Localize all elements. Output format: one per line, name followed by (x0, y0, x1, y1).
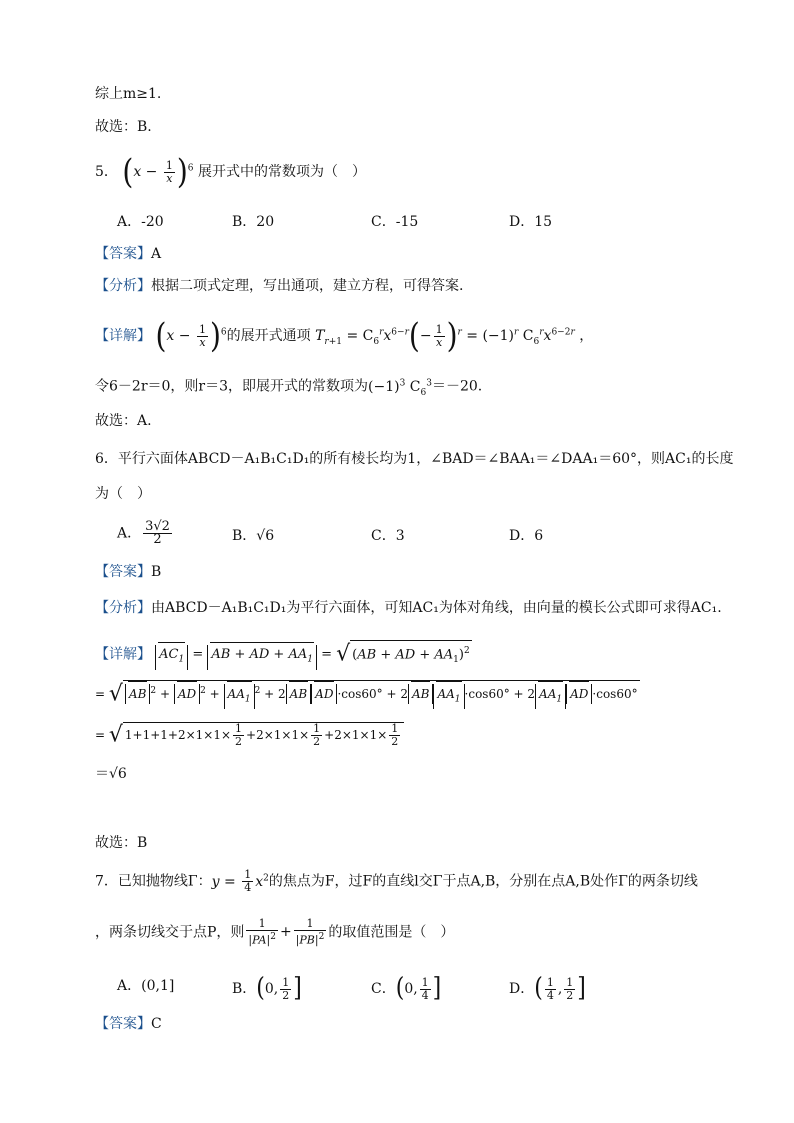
question-number: 7． (95, 873, 118, 890)
general-term-formula: $T_{r+1} = C_6^rx^{6-r}(-$ $\frac{1}{x}$ )$^r = (-1)^r$ $C_6^rx^{6-2r}$ ， (315, 315, 594, 356)
question-number: 5． (95, 164, 118, 180)
answer-tag: 【答案】 (95, 1016, 151, 1032)
question-text: 展开式中的常数项为（ ） (197, 164, 366, 180)
q5-answer (95, 244, 161, 264)
binomial-expression: (x − $\frac{1}{x}$ )$^6$ (155, 315, 227, 356)
option-d: D．( $\frac{1}{4}$ , $\frac{1}{2}$ ] (509, 973, 586, 1004)
analysis-text: 由ABCD－A₁B₁C₁D₁为平行六面体，可知AC₁为体对角线，由向量的模长公式即可求得AC₁. (151, 600, 722, 616)
reciprocal-sum-expression: $\frac{1}{|PA|^2}$ + $\frac{1}{|PB|^2}$ (248, 917, 325, 947)
q7-answer (95, 1014, 162, 1034)
vector-expansion: = √ AB $^2$ + AD $^2 + AA_1^2 + 2$ AB AD ·cos60° + 2 AB $AA_1 \cdot\cos 60^\circ + 2$ $AA_1$ AD ·cos60° (95, 687, 640, 701)
option-a: A．-20 (117, 214, 164, 230)
q5-detail (95, 315, 594, 356)
analysis-tag: 【分析】 (95, 600, 151, 616)
q5-conclusion: 故选：A. (95, 413, 152, 429)
q6-detail-line4: ＝√6 (95, 766, 127, 782)
binomial-expression: (x − $\frac{1}{x}$ )$^6$ (122, 151, 194, 192)
question-7-line1: 7．已知抛物线Γ：y = $\frac{1}{4}$ $x^2$的焦点为F，过F的直线l交Γ于点A,B，分别在点A,B处作Γ的两条切线 (95, 868, 698, 895)
q6-detail-line1 (95, 640, 472, 670)
question-5 (95, 151, 366, 192)
question-6-line2: 为（ ） (95, 486, 151, 502)
vector-equation-1: $AC_1$ = AB + AD + $AA_1$ = √ (AB + AD + $AA_1)^2$ (155, 647, 472, 662)
step2-text: 令6－2r＝0，则r＝3，即展开式的常数项为 (95, 378, 369, 395)
detail-tag: 【详解】 (95, 646, 151, 663)
answer-tag: 【答案】 (95, 246, 151, 262)
option-c: C．3 (371, 528, 405, 544)
q6-analysis (95, 598, 722, 618)
detail-tag: 【详解】 (95, 328, 151, 344)
option-d: D．6 (509, 528, 544, 544)
q5-step2 (95, 373, 482, 402)
question-text: 平行六面体ABCD－A₁B₁C₁D₁的所有棱长均为1，∠BAD＝∠BAA₁＝∠DAA₁＝60°，则AC₁的长度 (117, 451, 734, 467)
answer-value: C (151, 1016, 162, 1032)
step2-formula: $(-1)^3$ $C_6^3$ (368, 378, 432, 398)
summary-line: 综上m≥1. (95, 86, 162, 102)
previous-answer: 故选：B. (95, 119, 152, 135)
detail-text: 的展开式通项 (226, 328, 311, 344)
option-a: A．(0,1] (117, 978, 175, 994)
question-7-line2: ，两条切线交于点P，则 $\frac{1}{|PA|^2}$ + $\frac{1}{|PB|^2}$ 的取值范围是（ ） (95, 917, 455, 947)
q6-detail-line2 (95, 680, 640, 709)
q5-analysis (95, 276, 463, 296)
step2-result: ＝－20. (431, 378, 483, 395)
answer-tag: 【答案】 (95, 564, 151, 580)
numeric-substitution: = √ 1+1+1+2×1×1× $\frac{1}{2}$ +2×1×1× $\frac{1}{2}$ +2×1×1× $\frac{1}{2}$ (95, 728, 404, 742)
option-b: B．(0, $\frac{1}{2}$ ] (232, 973, 302, 1004)
q6-answer (95, 562, 161, 582)
option-a: A． $\frac{3√2}{2}$ (117, 519, 170, 547)
option-c: C．(0, $\frac{1}{4}$ ] (371, 973, 442, 1004)
option-b: B．20 (232, 214, 275, 230)
question-number: 6． (95, 451, 118, 467)
analysis-text: 根据二项式定理，写出通项，建立方程，可得答案. (151, 278, 464, 294)
option-b: B．√6 (232, 528, 275, 544)
option-c: C．-15 (371, 214, 419, 230)
q6-conclusion: 故选：B (95, 835, 148, 851)
option-d: D．15 (509, 214, 553, 230)
question-6-line1 (95, 449, 733, 469)
answer-value: A (151, 246, 162, 262)
answer-value: B (151, 564, 162, 580)
q6-detail-line3 (95, 722, 404, 748)
parabola-equation: y = $\frac{1}{4}$ $x^2$ (211, 868, 269, 895)
analysis-tag: 【分析】 (95, 278, 151, 294)
